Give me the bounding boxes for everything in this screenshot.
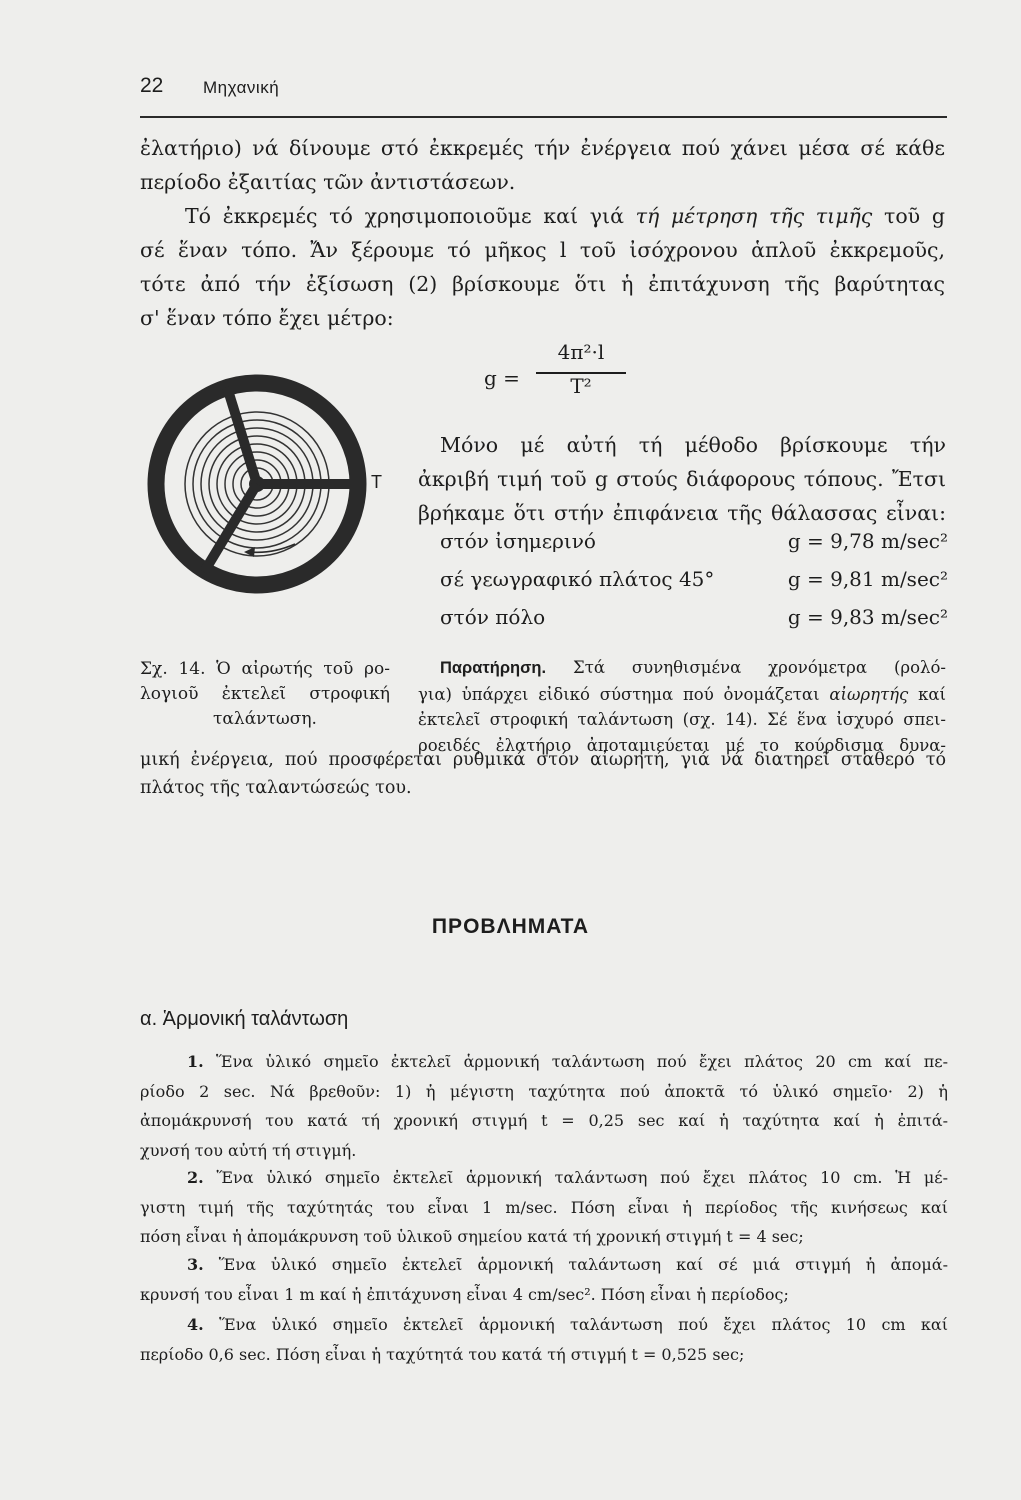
problem-line <box>140 1250 948 1280</box>
problem-number: 3. <box>187 1255 204 1274</box>
problem-1 <box>140 1047 948 1165</box>
italic-fragment: τή μέτρηση τῆς τιμῆς <box>635 204 873 228</box>
balance-wheel-drawing <box>156 383 358 585</box>
text-fragment: καί <box>908 684 946 704</box>
note-line: ροειδές ἐλατήριο ἀποταμιεύεται μέ το κούρδισμα δυνα- <box>418 735 946 755</box>
page-number: 22 <box>140 74 164 97</box>
caption-line: λογιοῦ ἐκτελεῖ στροφική <box>140 684 390 704</box>
figure-label-t: T <box>371 472 382 492</box>
text-fragment: τοῦ g <box>872 204 945 228</box>
problem-line: ἀπομάκρυνσή του κατά τή χρονική στιγμή t = 0,25 sec καί ἡ ταχύτητα καί ἡ ἐπιτά- <box>140 1111 948 1130</box>
text-line: περίοδο ἐξαιτίας τῶν ἀντιστάσεων. <box>140 170 516 194</box>
text-fragment: Ἕνα ὑλικό σημεῖο ἐκτελεῖ ἁρμονική ταλάντωση πού ἔχει πλάτος 20 cm καί πε- <box>216 1052 949 1071</box>
value-cell: g = 9,83 m/sec² <box>787 605 948 629</box>
problem-line <box>140 1163 948 1193</box>
text-line: τότε ἀπό τήν ἐξίσωση (2) βρίσκουμε ὅτι ἡ ἐπιτάχυνση τῆς βαρύτητας <box>140 272 945 296</box>
measurement-paragraph <box>140 199 945 335</box>
note-line <box>418 682 946 708</box>
caption-line: Σχ. 14. Ὁ αἰρωτής τοῦ ρο- <box>140 659 390 679</box>
note-line: μική ἐνέργεια, πού προσφέρεται ρυθμικά στόν αἰωρητή, γιά νά διατηρεῖ σταθερό τό <box>140 750 946 770</box>
note-line <box>418 655 946 682</box>
intro-paragraph <box>140 131 945 199</box>
value-cell: g = 9,81 m/sec² <box>787 567 948 591</box>
text-fragment: Στά συνηθισμένα χρονόμετρα (ρολό- <box>546 658 946 677</box>
text-line: ἀκριβή τιμή τοῦ g στούς διάφορους τόπους. Ἔτσι <box>418 467 946 491</box>
note-line: ἐκτελεῖ στροφική ταλάντωση (σχ. 14). Σέ ἕνα ἰσχυρό σπει- <box>418 710 946 729</box>
location-cell: στόν ἰσημερινό <box>440 529 596 553</box>
balance-wheel-figure <box>140 372 400 622</box>
formula-lhs: g = <box>484 366 520 390</box>
problem-4 <box>140 1310 948 1369</box>
note-line: πλάτος τῆς ταλαντώσεώς του. <box>140 778 412 798</box>
method-paragraph <box>418 428 946 530</box>
running-header-title: Μηχανική <box>203 78 280 97</box>
problem-2 <box>140 1163 948 1252</box>
problem-number: 1. <box>187 1052 204 1071</box>
problem-number: 2. <box>187 1168 204 1187</box>
text-line: σέ ἕναν τόπο. Ἄν ξέρουμε τό μῆκος l τοῦ ἰσόχρονου ἁπλοῦ ἐκκρεμοῦς, <box>140 238 945 262</box>
table-row <box>440 598 948 636</box>
formula-numerator: 4π²·l <box>557 340 605 364</box>
text-line: σ' ἕναν τόπο ἔχει μέτρο: <box>140 306 394 330</box>
problem-line <box>140 1047 948 1077</box>
table-row <box>440 522 948 560</box>
figure-caption <box>140 657 390 732</box>
text-line: ἐλατήριο) νά δίνουμε στό ἐκκρεμές τήν ἐνέργεια πού χάνει μέσα σέ κάθε <box>140 136 945 160</box>
problems-heading: ΠΡΟΒΛΗΜΑΤΑ <box>431 915 590 938</box>
problem-3 <box>140 1250 948 1309</box>
caption-line: ταλάντωση. <box>213 709 317 729</box>
problem-number: 4. <box>187 1315 204 1334</box>
note-continuation <box>140 746 946 802</box>
problem-line: περίοδο 0,6 sec. Πόση εἶναι ἡ ταχύτητά του κατά τή στιγμή t = 0,525 sec; <box>140 1344 745 1364</box>
italic-fragment: αἰωρητής <box>829 684 909 704</box>
gravity-values-table <box>440 522 948 636</box>
text-fragment: Τό ἐκκρεμές τό χρησιμοποιοῦμε καί γιά <box>185 204 636 228</box>
problem-line: χυνσή του αὐτή τή στιγμή. <box>140 1140 357 1160</box>
problem-line <box>140 1310 948 1340</box>
text-line: βρήκαμε ὅτι στήν ἐπιφάνεια τῆς θάλασσας εἶναι: <box>418 501 946 525</box>
location-cell: στόν πόλο <box>440 605 546 629</box>
problem-line: γιστη τιμή τῆς ταχύτητάς του εἶναι 1 m/sec. Πόση εἶναι ἡ περίοδος τῆς κινήσεως καί <box>140 1197 948 1217</box>
text-fragment: Ἕνα ὑλικό σημεῖο ἐκτελεῖ ἁρμονική ταλάντωση πού ἔχει πλάτος 10 cm καί <box>219 1315 949 1334</box>
text-line: Μόνο μέ αὐτή τή μέθοδο βρίσκουμε τήν <box>440 433 946 457</box>
problem-line: κρυνσή του εἶναι 1 m καί ἡ ἐπιτάχυνση εἶναι 4 cm/sec². Πόση εἶναι ἡ περίοδος; <box>140 1284 789 1304</box>
note-heading: Παρατήρηση. <box>440 659 547 677</box>
text-fragment: Ἕνα ὑλικό σημεῖο ἐκτελεῖ ἁρμονική ταλάντωση πού ἔχει πλάτος 10 cm. Ἡ μέ- <box>216 1168 949 1187</box>
problem-line: ρίοδο 2 sec. Νά βρεθοῦν: 1) ἡ μέγιστη ταχύτητα πού ἀποκτᾶ τό ὑλικό σημεῖο· 2) ἡ <box>140 1081 948 1101</box>
problem-line: πόση εἶναι ἡ ἀπομάκρυνση τοῦ ὑλικοῦ σημείου κατά τή χρονική στιγμή t = 4 sec; <box>140 1227 804 1246</box>
value-cell: g = 9,78 m/sec² <box>787 529 948 553</box>
note-block <box>418 655 946 758</box>
text-fragment: για) ὑπάρχει εἰδικό σύστημα πού ὀνομάζεται <box>418 684 830 704</box>
location-cell: σέ γεωγραφικό πλάτος 45° <box>440 567 715 591</box>
problems-subheading: α. Ἁρμονική ταλάντωση <box>140 1008 349 1030</box>
formula-denominator: T² <box>570 374 592 398</box>
table-row <box>440 560 948 598</box>
text-fragment: Ἕνα ὑλικό σημεῖο ἐκτελεῖ ἁρμονική ταλάντωση καί σέ μιά στιγμή ἡ ἀπομά- <box>218 1255 949 1274</box>
text-line <box>140 199 945 233</box>
header-rule <box>140 116 947 118</box>
